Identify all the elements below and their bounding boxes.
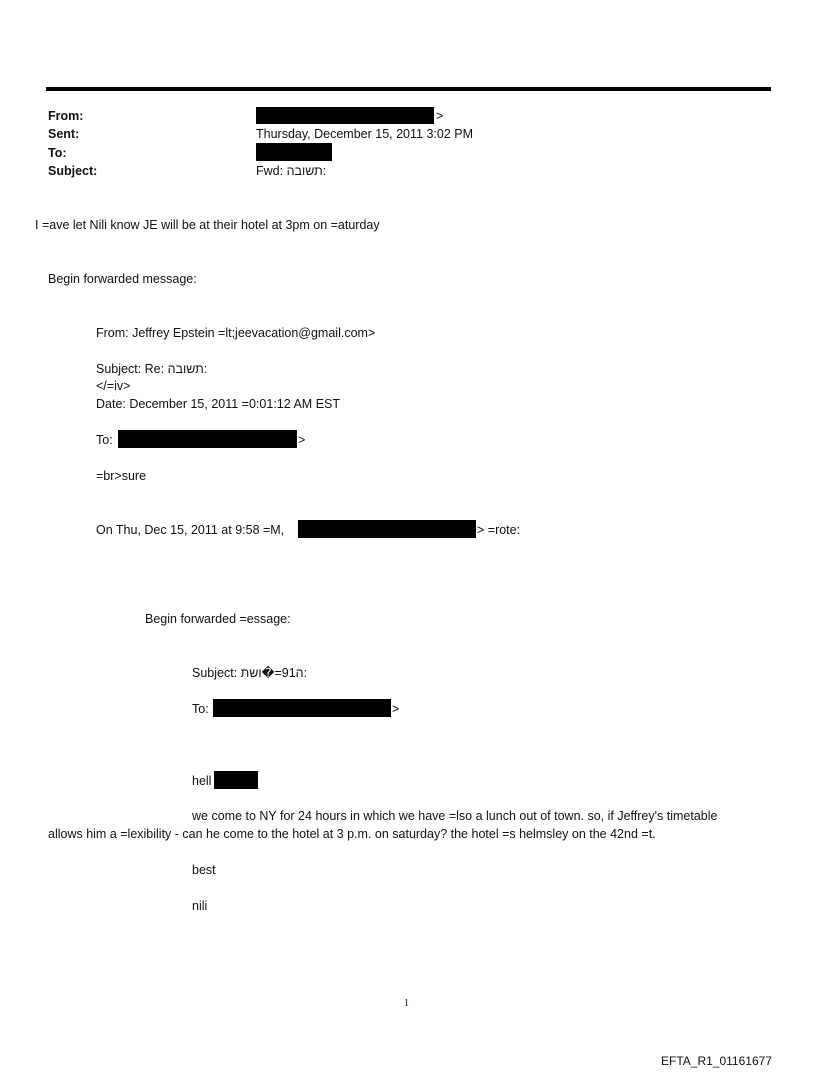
- from-value: >: [436, 109, 444, 123]
- page-number: 1: [404, 998, 409, 1009]
- sent-value: Thursday, December 15, 2011 3:02 PM: [256, 127, 474, 141]
- fwd2-to-label: To:: [192, 702, 209, 716]
- redaction-greeting: [214, 771, 258, 789]
- fwd2-begin: Begin forwarded =essage:: [145, 612, 291, 626]
- fwd1-to-label: To:: [96, 433, 113, 447]
- fwd2-subject: Subject: ‭תשו�=91ה:: [192, 666, 308, 680]
- fwd1-from: From: Jeffrey Epstein =lt;jeevacation@gmail.com>: [96, 326, 376, 340]
- redaction-fwd1-on: [298, 520, 476, 538]
- fwd1-subject: Subject: Re: תשובה:: [96, 362, 208, 376]
- to-label: To:: [48, 146, 67, 160]
- fwd2-closing: best: [192, 863, 216, 877]
- fwd1-reply: =br>sure: [96, 469, 147, 483]
- subject-value: Fwd: תשובה:: [256, 164, 327, 178]
- body-line-1: I =ave let Nili know JE will be at their hotel at 3pm on =aturday: [35, 218, 380, 232]
- fwd2-paragraph-line-1: we come to NY for 24 hours in which we have =lso a lunch out of town. so, if Jeffrey's timetable: [192, 809, 718, 823]
- fwd1-to-suffix: >: [298, 433, 306, 447]
- fwd2-to-suffix: >: [392, 702, 400, 716]
- document-id: EFTA_R1_01161677: [661, 1054, 772, 1068]
- redaction-from: [256, 107, 434, 124]
- fwd1-div: </=iv>: [96, 379, 131, 393]
- redaction-to: [256, 143, 332, 161]
- subject-label: Subject:: [48, 164, 98, 178]
- redaction-fwd2-to: [213, 699, 391, 717]
- fwd2-paragraph-line-2: allows him a =lexibility - can he come to the hotel at 3 p.m. on saturday? the hotel =s helmsley on the 42nd =t.: [48, 827, 656, 841]
- fwd1-on-prefix: On Thu, Dec 15, 2011 at 9:58 =M,: [96, 523, 285, 537]
- redaction-fwd1-to: [118, 430, 297, 448]
- fwd2-greeting: hell: [192, 774, 212, 788]
- header-rule: [46, 87, 771, 91]
- fwd1-on-suffix: > =rote:: [477, 523, 521, 537]
- from-label: From:: [48, 109, 84, 123]
- fwd1-date: Date: December 15, 2011 =0:01:12 AM EST: [96, 397, 341, 411]
- begin-forwarded-message: Begin forwarded message:: [48, 272, 197, 286]
- sent-label: Sent:: [48, 127, 80, 141]
- fwd2-signature: nili: [192, 899, 208, 913]
